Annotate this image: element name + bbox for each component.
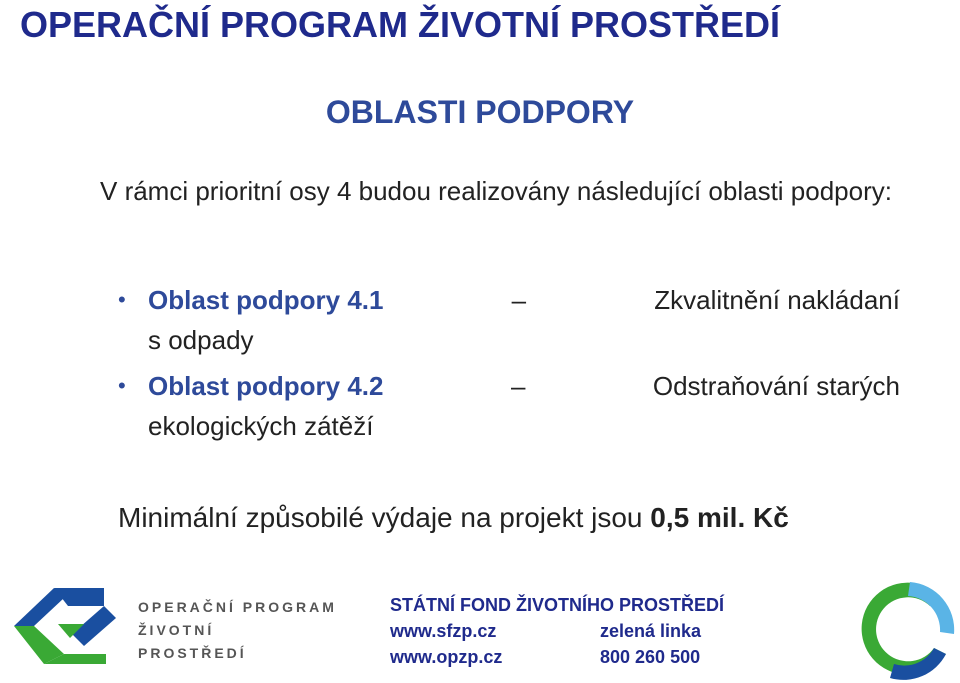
page-title: OPERAČNÍ PROGRAM ŽIVOTNÍ PROSTŘEDÍ bbox=[20, 4, 781, 45]
minimum-text: Minimální způsobilé výdaje na projekt jsou bbox=[118, 502, 651, 533]
opzp-logo-line: PROSTŘEDÍ bbox=[138, 645, 247, 661]
dash: – bbox=[511, 285, 527, 315]
green-line-label: zelená linka bbox=[600, 621, 702, 641]
opzp-logo-icon bbox=[6, 584, 126, 668]
opzp-logo-text bbox=[138, 596, 348, 665]
area-label: Oblast podpory 4.2 bbox=[148, 371, 384, 401]
dash: – bbox=[510, 371, 526, 401]
area-description: Odstraňování starých bbox=[652, 371, 900, 401]
footer bbox=[0, 570, 960, 683]
list-item-area-4-1 bbox=[118, 280, 900, 360]
fund-name: STÁTNÍ FOND ŽIVOTNÍHO PROSTŘEDÍ bbox=[390, 595, 725, 615]
opzp-logo-line: ŽIVOTNÍ bbox=[138, 622, 215, 638]
phone-number: 800 260 500 bbox=[600, 647, 701, 667]
sfzp-logo-icon bbox=[850, 578, 958, 682]
section-subtitle: OBLASTI PODPORY bbox=[325, 94, 635, 130]
bullet-dot-icon: • bbox=[118, 373, 126, 398]
link-opzp[interactable]: www.opzp.cz bbox=[390, 647, 503, 667]
area-description-continued: ekologických zátěží bbox=[148, 411, 374, 441]
intro-text: V rámci prioritní osy 4 budou realizovány následující oblasti podpory: bbox=[100, 176, 892, 206]
bullet-dot-icon: • bbox=[118, 287, 126, 312]
bullet-line bbox=[148, 280, 900, 320]
minimum-amount: 0,5 mil. Kč bbox=[650, 502, 789, 533]
area-description: Zkvalitnění nakládaní bbox=[654, 285, 900, 315]
list-item-area-4-2 bbox=[118, 366, 900, 446]
opzp-logo-line: OPERAČNÍ PROGRAM bbox=[138, 599, 337, 615]
area-label: Oblast podpory 4.1 bbox=[148, 285, 384, 315]
area-description-continued: s odpady bbox=[148, 325, 254, 355]
bullet-line bbox=[148, 366, 900, 406]
minimum-expenditure bbox=[118, 498, 918, 538]
link-sfzp[interactable]: www.sfzp.cz bbox=[390, 621, 497, 641]
